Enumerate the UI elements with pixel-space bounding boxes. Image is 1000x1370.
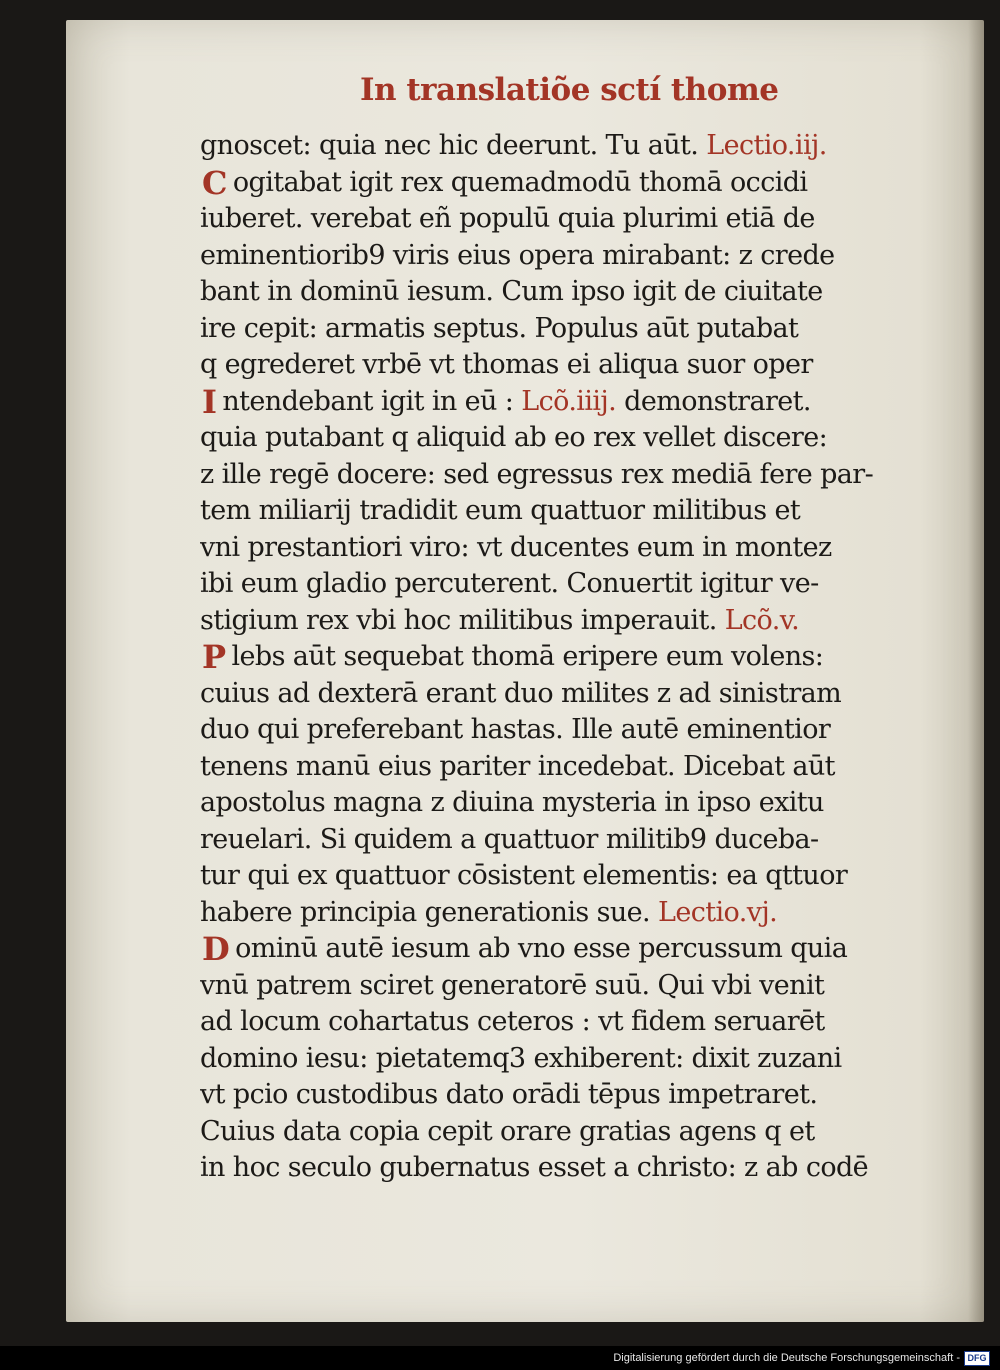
line-text: ad locum cohartatus ceteros : vt fidem seruarēt bbox=[200, 1006, 825, 1037]
text-line bbox=[200, 274, 930, 311]
text-line bbox=[200, 384, 930, 421]
text-line bbox=[200, 1150, 930, 1187]
text-line bbox=[200, 1004, 930, 1041]
line-text: cuius ad dexterā erant duo milites z ad sinistram bbox=[200, 677, 842, 709]
text-line bbox=[200, 493, 930, 530]
text-line bbox=[200, 1041, 930, 1078]
rubric-marker: Lectio.iij. bbox=[706, 130, 827, 161]
text-line bbox=[200, 822, 930, 859]
rubricated-initial: D bbox=[202, 931, 230, 968]
text-line bbox=[200, 858, 930, 895]
line-text: q egrederet vrbē vt thomas ei aliqua suor oper bbox=[200, 349, 813, 380]
line-text: tem miliarij tradidit eum quattuor militibus et bbox=[200, 495, 801, 526]
line-text: vt pcio custodibus dato orādi tēpus impetraret. bbox=[200, 1079, 818, 1110]
line-tail: demonstraret. bbox=[624, 385, 811, 417]
text-line bbox=[200, 931, 930, 968]
line-text: lebs aūt sequebat thomā eripere eum volens: bbox=[231, 641, 824, 672]
text-line bbox=[200, 968, 930, 1005]
line-text: habere principia generationis sue. bbox=[200, 896, 651, 928]
line-text: tenens manū eius pariter incedebat. Dicebat aūt bbox=[200, 750, 835, 782]
line-text: Cuius data copia cepit orare gratias agens q et bbox=[200, 1115, 815, 1147]
line-text: domino iesu: pietatemq3 exhiberent: dixit zuzani bbox=[200, 1042, 842, 1074]
line-text: duo qui preferebant hastas. Ille autē eminentior bbox=[200, 714, 831, 745]
line-text: ire cepit: armatis septus. Populus aūt putabat bbox=[200, 312, 799, 344]
text-line bbox=[200, 785, 930, 822]
line-text: apostolus magna z diuina mysteria in ipso exitu bbox=[200, 787, 824, 818]
line-text: eminentiorib9 viris eius opera mirabant: z crede bbox=[200, 239, 835, 271]
line-text: quia putabant q aliquid ab eo rex vellet discere: bbox=[200, 422, 828, 453]
rubricated-initial: P bbox=[202, 639, 226, 676]
text-line bbox=[200, 895, 930, 932]
rubricated-initial: C bbox=[202, 164, 227, 201]
text-line bbox=[200, 676, 930, 713]
line-text: reuelari. Si quidem a quattuor militib9 duceba- bbox=[200, 823, 819, 855]
text-line bbox=[200, 201, 930, 238]
text-line bbox=[200, 749, 930, 786]
text-line bbox=[200, 712, 930, 749]
text-line bbox=[200, 128, 930, 165]
line-text: gnoscet: quia nec hic deerunt. Tu aūt. bbox=[200, 130, 699, 161]
footer-bar bbox=[0, 1346, 1000, 1370]
text-line bbox=[200, 311, 930, 348]
text-line bbox=[200, 238, 930, 275]
line-text: vnū patrem sciret generatorē suū. Qui vbi venit bbox=[200, 969, 825, 1001]
page-edge-shadow bbox=[968, 20, 984, 1322]
text-line bbox=[200, 457, 930, 494]
rubricated-initial: I bbox=[202, 383, 217, 420]
text-line bbox=[200, 165, 930, 202]
text-line bbox=[200, 566, 930, 603]
line-text: z ille regē docere: sed egressus rex mediā fere par- bbox=[200, 458, 874, 490]
rubric-marker: Lectio.vj. bbox=[658, 896, 778, 928]
text-line bbox=[200, 603, 930, 640]
text-line bbox=[200, 530, 930, 567]
line-text: stigium rex vbi hoc militibus imperauit. bbox=[200, 604, 717, 636]
rubric-marker: Lcõ.iiij. bbox=[521, 385, 617, 417]
rubric-marker: Lcõ.v. bbox=[724, 604, 800, 636]
footer-credit: Digitalisierung gefördert durch die Deutsche Forschungsgemeinschaft - bbox=[613, 1352, 960, 1364]
dfg-logo: DFG bbox=[964, 1351, 990, 1366]
text-line bbox=[200, 420, 930, 457]
line-text: ibi eum gladio percuterent. Conuertit igitur ve- bbox=[200, 568, 819, 599]
line-text: ntendebant igit in eū : bbox=[222, 385, 514, 417]
line-text: in hoc seculo gubernatus esset a christo: z ab codē bbox=[200, 1152, 869, 1183]
line-text: iuberet. verebat eñ populū quia plurimi etiā de bbox=[200, 203, 815, 234]
text-line bbox=[200, 1114, 930, 1151]
line-text: bant in dominū iesum. Cum ipso igit de ciuitate bbox=[200, 276, 823, 307]
line-text: tur qui ex quattuor cōsistent elementis: ea qttuor bbox=[200, 860, 848, 891]
running-head: In translatiõe sctí thome bbox=[360, 72, 779, 108]
line-text: ogitabat igit rex quemadmodū thomā occidi bbox=[232, 166, 808, 198]
text-block bbox=[200, 128, 930, 1187]
text-line bbox=[200, 1077, 930, 1114]
text-line bbox=[200, 639, 930, 676]
line-text: ominū autē iesum ab vno esse percussum quia bbox=[235, 933, 848, 964]
line-text: vni prestantiori viro: vt ducentes eum in montez bbox=[200, 531, 832, 563]
text-line bbox=[200, 347, 930, 384]
